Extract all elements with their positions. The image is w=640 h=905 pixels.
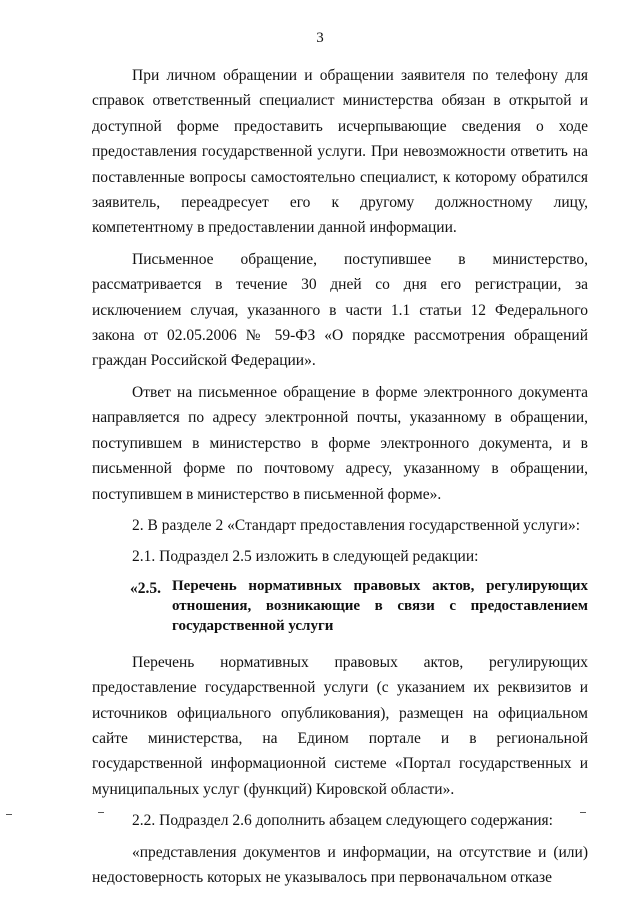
- section-heading-2-5: [92, 576, 588, 636]
- paragraph-written-appeal: Письменное обращение, поступившее в министерство, рассматривается в течение 30 дней со дня его регистрации, за исключением случая, указанного в части 1.1 статьи 12 Федерального закона от 02.05.2006 № 59-ФЗ «О порядке рассмотрения обращений граждан Российской Федерации».: [92, 250, 588, 370]
- paragraph-quoted-addition: «представления документов и информации, на отсутствие и (или) недостоверность которых не указывалось при первоначальном отказе: [92, 843, 588, 886]
- scan-mark: [6, 814, 12, 815]
- paragraph-electronic-response: Ответ на письменное обращение в форме электронного документа направляется по адресу электронной почты, указанному в обращении, поступившем в министерство в форме электронного документа, и в письменной форме по почтовому адресу, указанному в обращении, поступившем в министерство в письменной форме».: [92, 383, 588, 503]
- scan-mark: [98, 812, 104, 813]
- paragraph-normative-acts: Перечень нормативных правовых актов, регулирующих предоставление государственной услуги (с указанием их реквизитов и источников официального опубликования), размещен на официальном сайте министерства, на Едином портале и в региональной государственной информационной системе «Портал государственных и муниципальных услуг (функций) Кировской области».: [92, 653, 588, 798]
- page-number: 3: [316, 30, 324, 46]
- document-body: [92, 63, 588, 890]
- section-title: Перечень нормативных правовых актов, регулирующих отношения, возникающие в связи с предоставлением государственной услуги: [172, 577, 588, 634]
- scan-mark: [580, 812, 586, 813]
- paragraph-section2-intro: 2. В разделе 2 «Стандарт предоставления государственной услуги»:: [132, 516, 581, 534]
- paragraph-subsection-2-6-intro: 2.2. Подраздел 2.6 дополнить абзацем следующего содержания:: [132, 812, 553, 830]
- paragraph-phone-inquiries: При личном обращении и обращении заявителя по телефону для справок ответственный специалист министерства обязан в открытой и доступной форме предоставить исчерпывающие сведения о ходе предоставления государственной услуги. При невозможности ответить на поставленные вопросы самостоятельно специалист, к которому обратился заявитель, переадресует его к другому должностному лицу, компетентному в предоставлении данной информации.: [92, 67, 588, 237]
- paragraph-subsection-2-5-intro: 2.1. Подраздел 2.5 изложить в следующей редакции:: [132, 548, 479, 566]
- section-number: «2.5.: [130, 579, 161, 597]
